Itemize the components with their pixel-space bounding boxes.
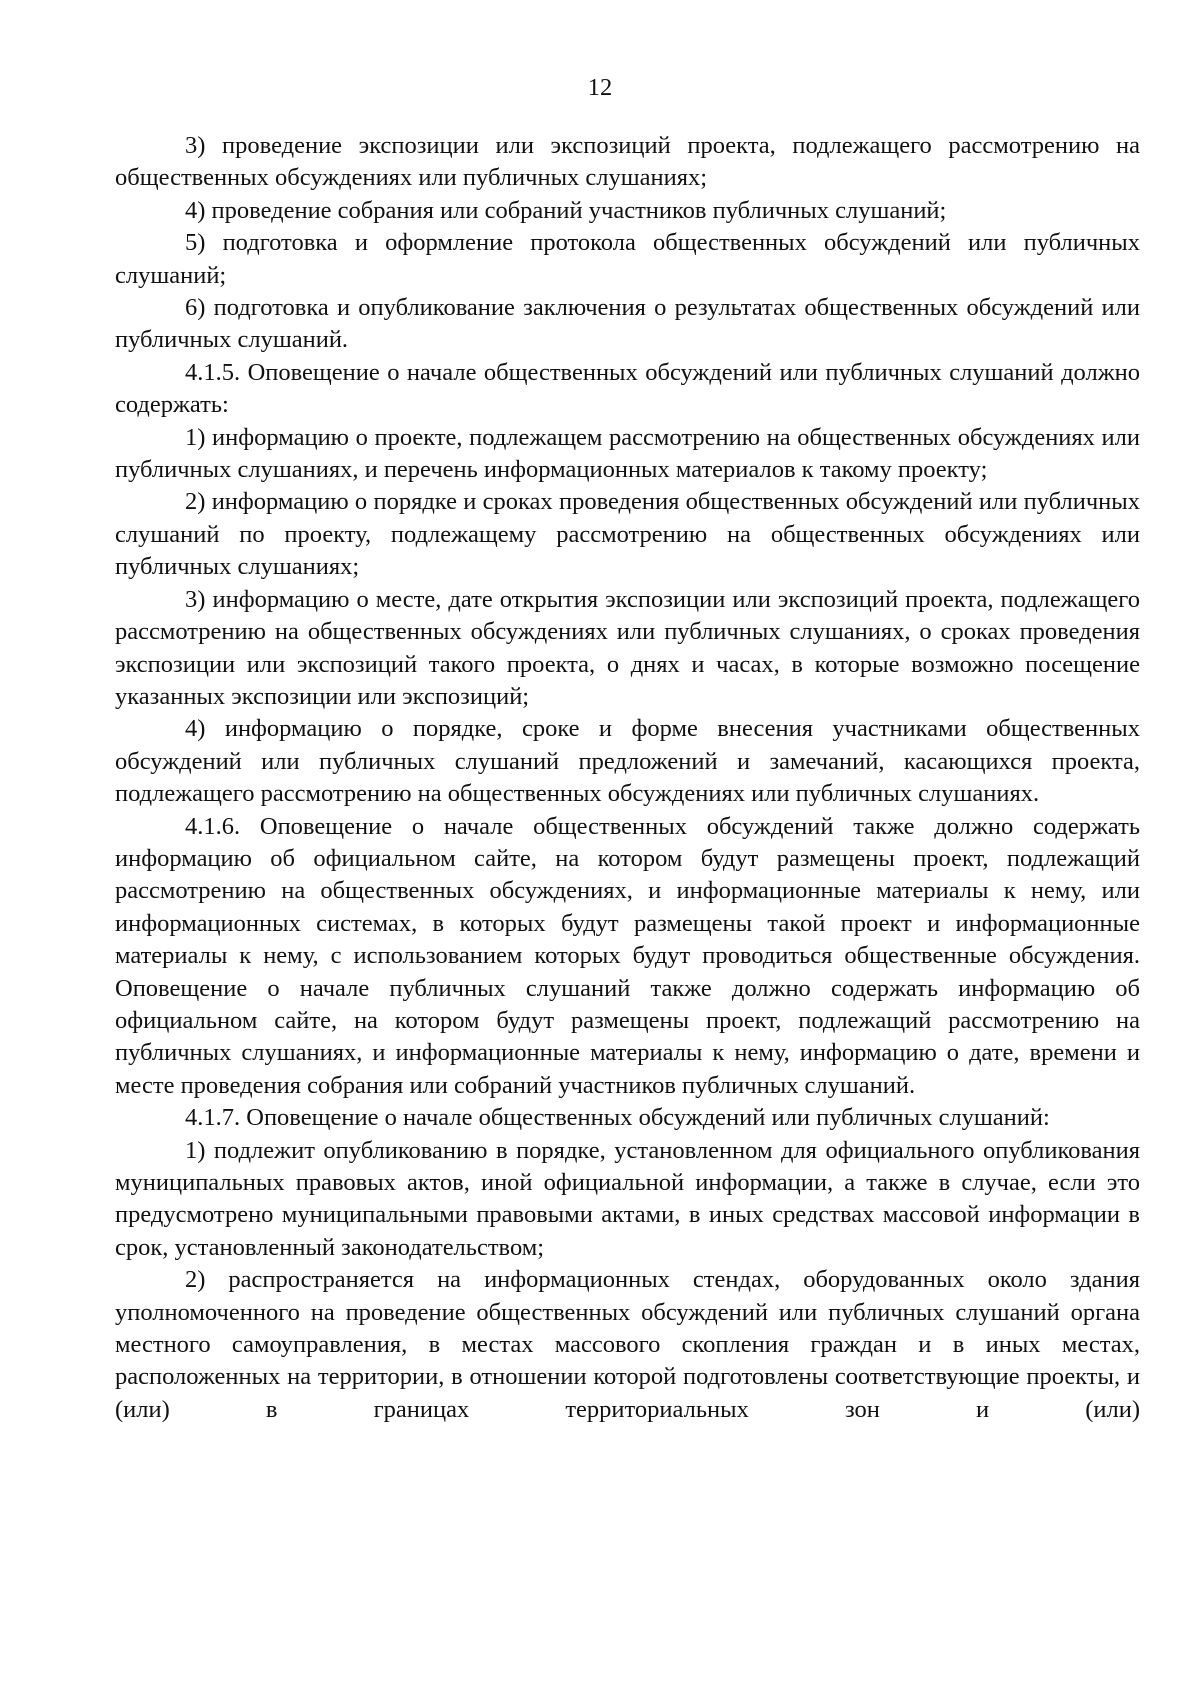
paragraph: 4.1.6. Оповещение о начале общественных обсуждений также должно содержать информацию об официальном сайте, на котором будут размещены проект, подлежащий рассмотрению на общественных обсуждениях, и информационные материалы к нему, или информационных системах, в которых будут размещены такой проект и информационные материалы к нему, с использованием которых будут проводиться общественные обсуждения. Оповещение о начале публичных слушаний также должно содержать информацию об официальном сайте, на котором будут размещены проект, подлежащий рассмотрению на публичных слушаниях, и информационные материалы к нему, информацию о дате, времени и месте проведения собрания или собраний участников публичных слушаний. (115, 812, 1140, 1099)
page-number: 12 (587, 74, 613, 101)
paragraph: 4.1.7. Оповещение о начале общественных обсуждений или публичных слушаний: (185, 1104, 1050, 1132)
paragraph: 3) проведение экспозиции или экспозиций проекта, подлежащего рассмотрению на общественных обсуждениях или публичных слушаниях; (115, 132, 1140, 192)
document-body (115, 130, 1140, 1426)
paragraph: 2) распространяется на информационных стендах, оборудованных около здания уполномоченного на проведение общественных обсуждений или публичных слушаний органа местного самоуправления, в местах массового скопления граждан и в иных местах, расположенных на территории, в отношении которой подготовлены соответствующие проекты, и (или) в границах территориальных зон и (или) (115, 1266, 1140, 1423)
paragraph: 4.1.5. Оповещение о начале общественных обсуждений или публичных слушаний должно содержать: (115, 358, 1140, 419)
paragraph: 1) подлежит опубликованию в порядке, установленном для официального опубликования муниципальных правовых актов, иной официальной информации, а также в случае, если это предусмотрено муниципальными правовыми актами, в иных средствах массовой информации в срок, установленный законодательством; (115, 1136, 1140, 1261)
paragraph: 6) подготовка и опубликование заключения о результатах общественных обсуждений или публичных слушаний. (115, 294, 1140, 354)
paragraph: 5) подготовка и оформление протокола общественных обсуждений или публичных слушаний; (115, 229, 1140, 289)
paragraph: 2) информацию о порядке и сроках проведения общественных обсуждений или публичных слушаний по проекту, подлежащему рассмотрению на общественных обсуждениях или публичных слушаниях; (115, 488, 1140, 581)
paragraph: 4) проведение собрания или собраний участников публичных слушаний; (185, 196, 947, 224)
paragraph: 3) информацию о месте, дате открытия экспозиции или экспозиций проекта, подлежащего рассмотрению на общественных обсуждениях или публичных слушаниях, о сроках проведения экспозиции или экспозиций такого проекта, о днях и часах, в которые возможно посещение указанных экспозиции или экспозиций; (115, 585, 1140, 710)
paragraph: 1) информацию о проекте, подлежащем рассмотрению на общественных обсуждениях или публичных слушаниях, и перечень информационных материалов к такому проекту; (115, 423, 1140, 484)
paragraph: 4) информацию о порядке, сроке и форме внесения участниками общественных обсуждений или публичных слушаний предложений и замечаний, касающихся проекта, подлежащего рассмотрению на общественных обсуждениях или публичных слушаниях. (115, 715, 1140, 808)
